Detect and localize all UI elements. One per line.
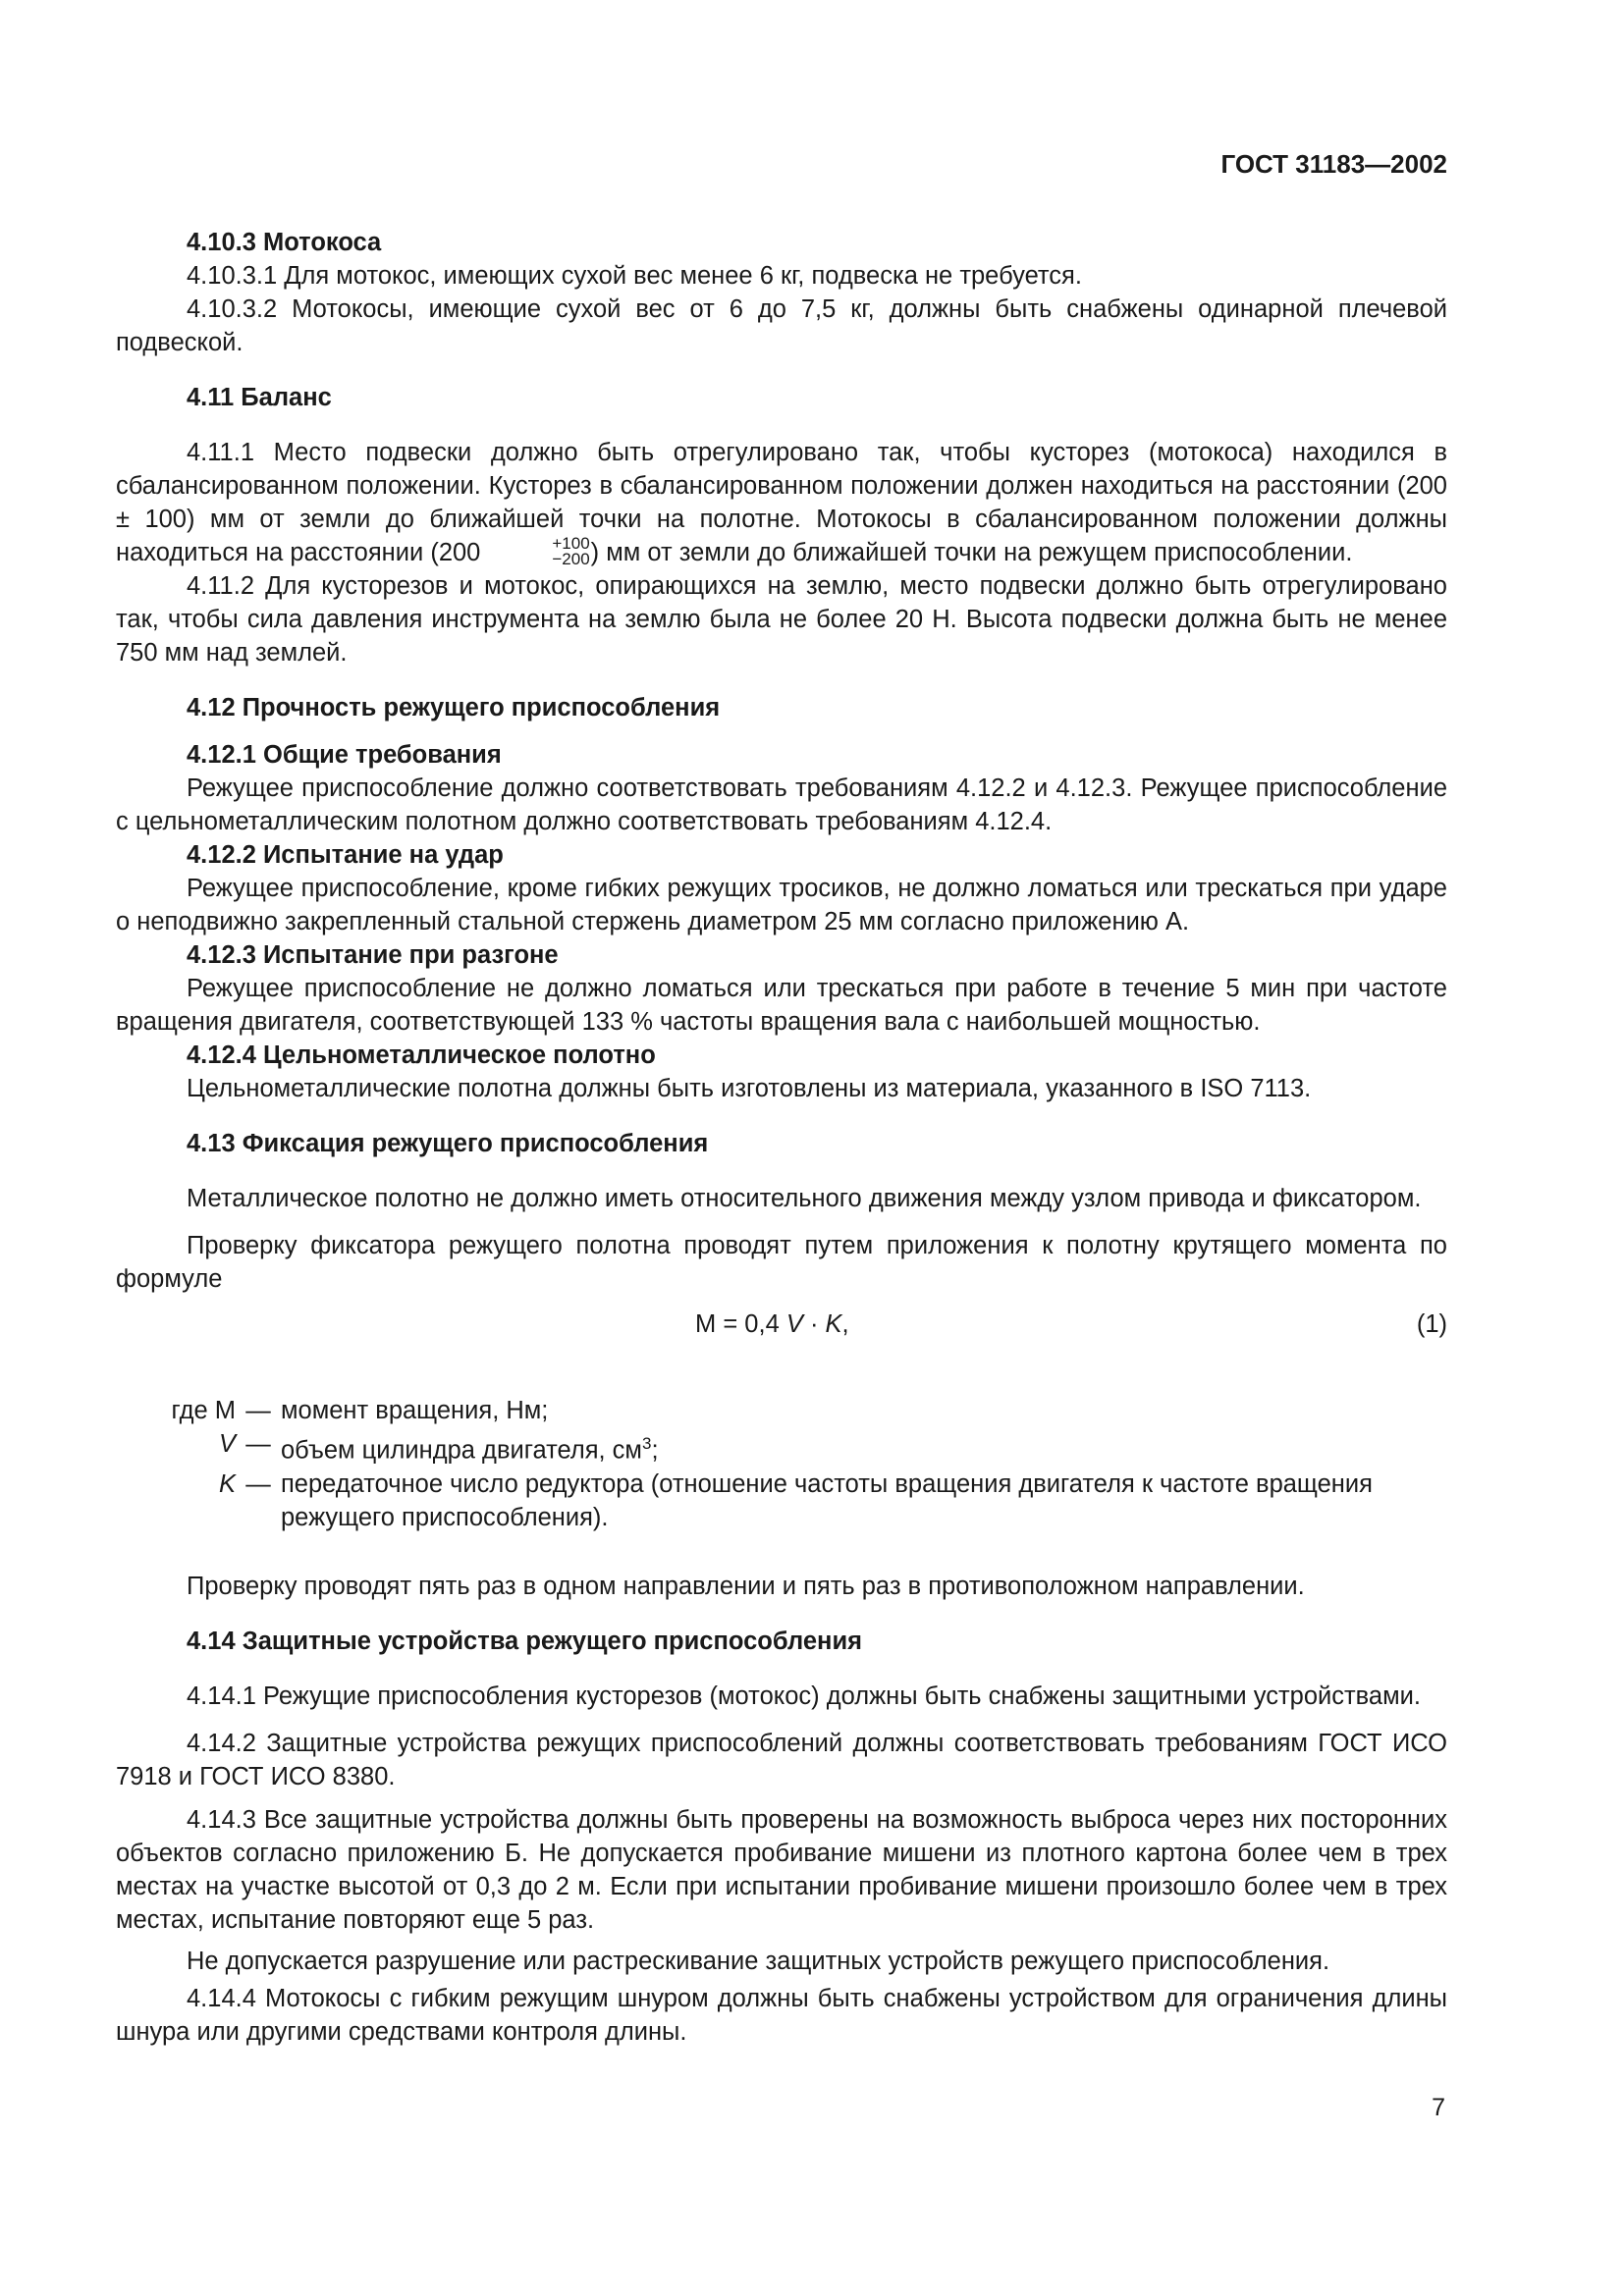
legend-dash: — <box>245 1430 271 1459</box>
legend-desc-v <box>281 1427 1447 1468</box>
paragraph-4-10-3-2: 4.10.3.2 Мотокосы, имеющие сухой вес от 6 до 7,5 кг, должны быть снабжены одинарной плечевой подвеской. <box>116 295 1447 356</box>
legend-row-k <box>116 1468 1447 1534</box>
legend-desc-v-exponent: 3 <box>641 1434 652 1454</box>
paragraph-4-14-1: 4.14.1 Режущие приспособления кусторезов (мотокос) должны быть снабжены защитными устройствами. <box>187 1682 1421 1710</box>
formula-legend <box>116 1394 1447 1534</box>
section-title-4-14: 4.14 Защитные устройства режущего приспособления <box>187 1627 863 1655</box>
formula-end: , <box>841 1310 849 1339</box>
legend-row-v <box>116 1427 1447 1468</box>
section-title-4-12-3: 4.12.3 Испытание при разгоне <box>187 941 559 970</box>
paragraph-4-10-3-1: 4.10.3.1 Для мотокос, имеющих сухой вес менее 6 кг, подвеска не требуется. <box>187 262 1082 290</box>
section-title-4-11: 4.11 Баланс <box>187 384 332 411</box>
section-title-4-12: 4.12 Прочность режущего приспособления <box>187 694 721 722</box>
legend-symbol-k: K <box>218 1469 236 1498</box>
legend-desc-m: момент вращения, Нм; <box>281 1397 549 1425</box>
paragraph-4-11-1 <box>116 436 1447 569</box>
formula-part-m: М = 0,4 <box>695 1310 786 1339</box>
formula-1 <box>116 1308 1447 1347</box>
formula-expression <box>695 1308 849 1341</box>
section-title-4-10-3: 4.10.3 Мотокоса <box>187 229 382 256</box>
document-code-header: ГОСТ 31183—2002 <box>1220 149 1447 179</box>
paragraph-4-11-2: 4.11.2 Для кусторезов и мотокос, опирающихся на землю, место подвески должно быть отрегулировано так, чтобы сила давления инструмента на землю была не более 20 Н. Высота подвески должна быть не менее 750 мм над землей. <box>116 572 1447 667</box>
paragraph-4-13-3: Проверку проводят пять раз в одном направлении и пять раз в противоположном направлении. <box>187 1572 1305 1600</box>
legend-row-m <box>116 1394 1447 1427</box>
section-title-4-12-1: 4.12.1 Общие требования <box>187 741 502 770</box>
paragraph-4-12-4: Цельнометаллические полотна должны быть изготовлены из материала, указанного в ISO 7113. <box>187 1075 1312 1103</box>
paragraph-4-14-3: 4.14.3 Все защитные устройства должны быть проверены на возможность выброса через них посторонних объектов согласно приложению Б. Не допускается пробивание мишени из плотного картона более чем в трех местах на участке высотой от 0,3 до 2 м. Если при испытании пробивание мишени произошло более чем в трех местах, испытание повторяют еще 5 раз. <box>116 1805 1447 1934</box>
document-body <box>116 226 1447 2049</box>
paragraph-4-12-2: Режущее приспособление, кроме гибких режущих тросиков, не должно ломаться или трескаться при ударе о неподвижно закрепленный стальной стержень диаметром 25 мм согласно приложению А. <box>116 875 1447 936</box>
formula-dot: · <box>802 1310 826 1339</box>
section-title-4-12-2: 4.12.2 Испытание на удар <box>187 841 504 870</box>
paragraph-4-14-4: 4.14.4 Мотокосы с гибким режущим шнуром должны быть снабжены устройством для ограничения длины шнура или другими средствами контроля длины. <box>116 1984 1447 2046</box>
paragraph-4-12-3: Режущее приспособление не должно ломаться или трескаться при работе в течение 5 мин при частоте вращения двигателя, соответствующей 133 % частоты вращения вала с наибольшей мощностью. <box>116 975 1447 1037</box>
paragraph-4-14-3-note: Не допускается разрушение или растрескивание защитных устройств режущего приспособления. <box>187 1947 1330 1975</box>
legend-symbol-v: V <box>218 1430 236 1459</box>
formula-number: (1) <box>1416 1310 1447 1339</box>
section-title-4-12-4: 4.12.4 Цельнометаллическое полотно <box>187 1041 656 1070</box>
legend-desc-k: передаточное число редуктора (отношение частоты вращения двигателя к частоте вращения режущего приспособления). <box>281 1469 1373 1531</box>
legend-dash: — <box>245 1469 271 1498</box>
tolerance-upper: +100 <box>552 534 590 554</box>
formula-var-k: K <box>825 1310 842 1339</box>
tolerance-lower: −200 <box>552 550 590 569</box>
paragraph-4-11-1-text-b: ) мм от земли до ближайшей точки на режущем приспособлении. <box>590 539 1353 566</box>
legend-dash: — <box>245 1397 271 1425</box>
paragraph-4-13-2: Проверку фиксатора режущего полотна проводят путем приложения к полотну крутящего момента по формуле <box>116 1232 1447 1294</box>
legend-symbol-m: где М <box>171 1397 236 1425</box>
legend-desc-v-end: ; <box>651 1436 659 1465</box>
page-number: 7 <box>1432 2094 1445 2121</box>
paragraph-4-13-1: Металлическое полотно не должно иметь относительного движения между узлом привода и фиксатором. <box>187 1185 1422 1213</box>
paragraph-4-11-1-text-a: 4.11.1 Место подвески должно быть отрегулировано так, чтобы кусторез (мотокоса) находился в сбалансированном положении. Кусторез в сбалансированном положении должен находиться на расстоянии (200 ± 100) мм от земли до ближайшей точки на полотне. Мотокосы в сбалансированном положении должны находиться на расстоянии (200 <box>116 439 1447 566</box>
section-title-4-13: 4.13 Фиксация режущего приспособления <box>187 1130 709 1158</box>
legend-desc-v-text: объем цилиндра двигателя, см <box>281 1436 642 1465</box>
paragraph-4-12-1: Режущее приспособление должно соответствовать требованиям 4.12.2 и 4.12.3. Режущее приспособление с цельнометаллическим полотном должно соответствовать требованиям 4.12.4. <box>116 774 1447 836</box>
formula-var-v: V <box>785 1310 803 1339</box>
paragraph-4-14-2: 4.14.2 Защитные устройства режущих приспособлений должны соответствовать требованиям ГОСТ ИСО 7918 и ГОСТ ИСО 8380. <box>116 1729 1447 1790</box>
tolerance-fraction <box>481 536 589 567</box>
